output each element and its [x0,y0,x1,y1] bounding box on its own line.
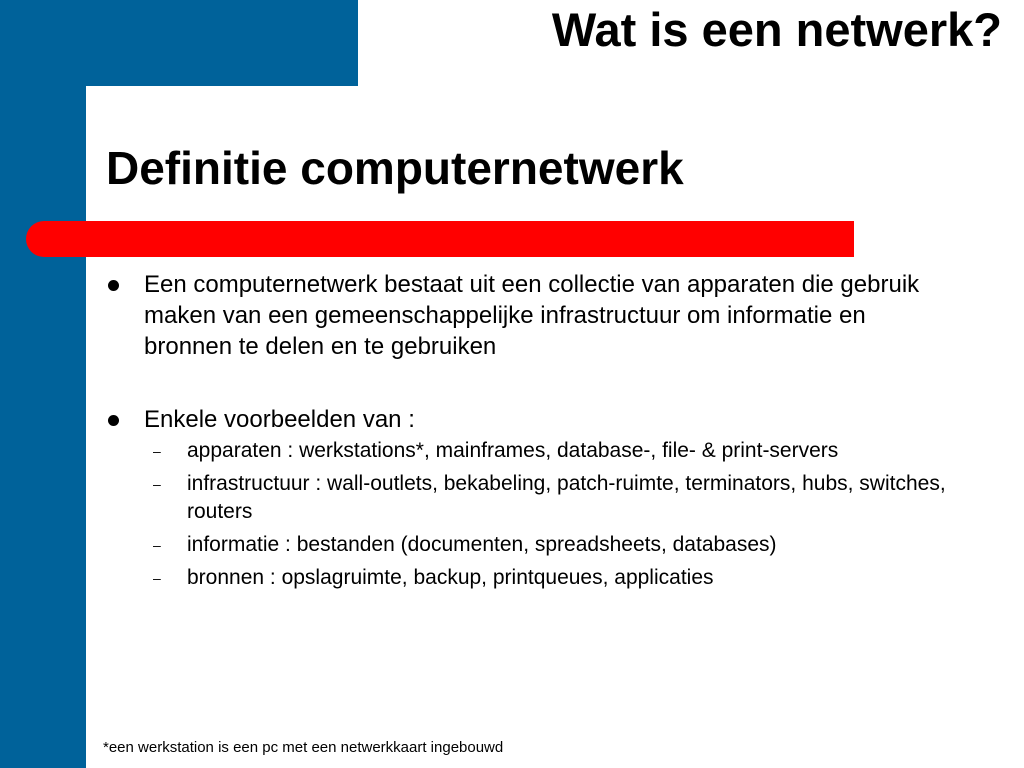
bullet-text: Een computernetwerk bestaat uit een collectie van apparaten die gebruik maken van een gemeenschappelijke infrastructuur om informatie en bronnen te delen en te gebruiken [144,271,920,360]
sub-bullet-item [144,531,946,559]
sub-bullet-item [144,470,946,526]
blue-sidebar-decoration [0,0,86,768]
sub-bullet-list [144,437,946,592]
bullet-dot-icon [108,415,119,426]
red-divider-bar [26,221,854,257]
bullet-list [106,269,946,597]
bullet-item [106,269,946,362]
sub-bullet-text: informatie : bestanden (documenten, spreadsheets, databases) [187,533,777,556]
section-title: Definitie computernetwerk [106,142,684,194]
sub-bullet-item [144,564,946,592]
dash-icon: – [153,570,161,586]
slide-title: Wat is een netwerk? [551,3,1002,56]
sub-bullet-text: apparaten : werkstations*, mainframes, database-, file- & print-servers [187,439,839,462]
bullet-text: Enkele voorbeelden van : [144,406,415,433]
dash-icon: – [153,476,161,492]
dash-icon: – [153,443,161,459]
sub-bullet-item [144,437,946,465]
sub-bullet-text: infrastructuur : wall-outlets, bekabeling, patch-ruimte, terminators, hubs, switches, routers [187,472,946,523]
blue-top-band-decoration [0,0,358,86]
dash-icon: – [153,537,161,553]
sub-bullet-text: bronnen : opslagruimte, backup, printqueues, applicaties [187,566,714,589]
bullet-dot-icon [108,280,119,291]
footnote: *een werkstation is een pc met een netwerkkaart ingebouwd [103,739,504,756]
bullet-item [106,404,946,592]
